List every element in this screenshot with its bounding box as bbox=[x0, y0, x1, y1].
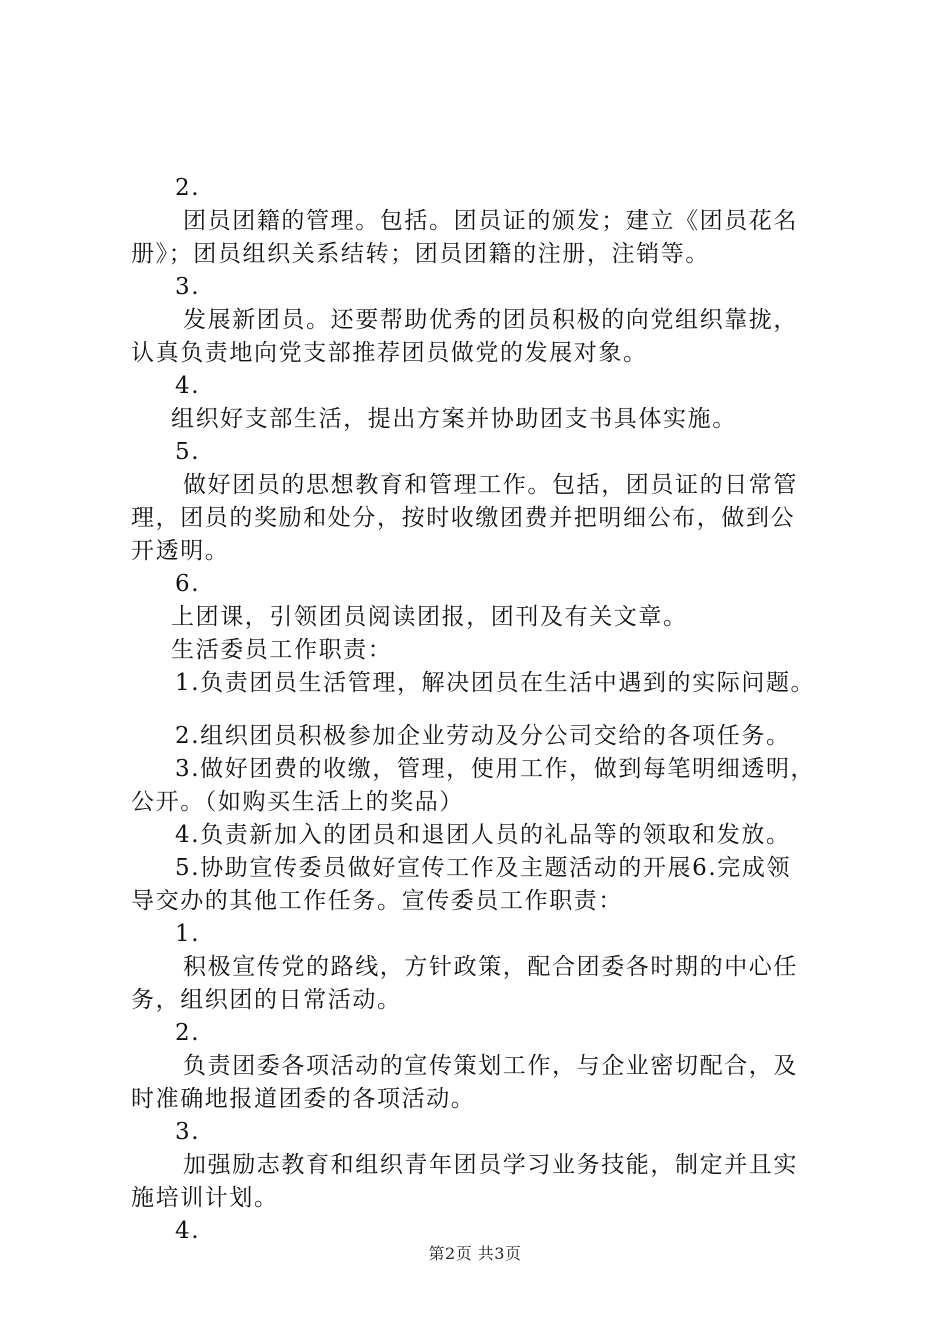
text-line: 务，组织团的日常活动。 bbox=[131, 987, 402, 1013]
paragraph-gap bbox=[131, 700, 841, 720]
text-line: 1.负责团员生活管理，解决团员在生活中遇到的实际问题。 bbox=[175, 670, 816, 696]
text-line: 1. bbox=[175, 921, 201, 947]
text-line: 3. bbox=[175, 274, 201, 300]
text-line: 组织好支部生活，提出方案并协助团支书具体实施。 bbox=[171, 406, 737, 432]
text-line: 时准确地报道团委的各项活动。 bbox=[131, 1086, 476, 1112]
text-line: 2. bbox=[175, 1020, 201, 1046]
text-line: 理，团员的奖励和处分，按时收缴团费并把明细公布，做到公 bbox=[131, 505, 796, 531]
text-line: 团员团籍的管理。包括。团员证的颁发；建立《团员花名 bbox=[183, 208, 798, 234]
text-line: 2. bbox=[175, 175, 201, 201]
text-line: 导交办的其他工作任务。宣传委员工作职责： bbox=[131, 888, 623, 914]
text-line: 3. bbox=[175, 1119, 201, 1145]
text-line: 生活委员工作职责： bbox=[171, 637, 393, 663]
text-line: 认真负责地向党支部推荐团员做党的发展对象。 bbox=[131, 340, 648, 366]
text-line: 公开。（如购买生活上的奖品） bbox=[131, 789, 464, 815]
text-line: 加强励志教育和组织青年团员学习业务技能，制定并且实 bbox=[183, 1152, 798, 1178]
text-line: 5.协助宣传委员做好宣传工作及主题活动的开展6.完成领 bbox=[175, 855, 792, 881]
text-line: 4.负责新加入的团员和退团人员的礼品等的领取和发放。 bbox=[175, 822, 791, 848]
text-line: 施培训计划。 bbox=[131, 1185, 279, 1211]
text-line: 5. bbox=[175, 439, 201, 465]
text-line: 册》；团员组织关系结转；团员团籍的注册，注销等。 bbox=[131, 241, 710, 267]
text-line: 积极宣传党的路线，方针政策，配合团委各时期的中心任 bbox=[183, 954, 798, 980]
text-line: 发展新团员。还要帮助优秀的团员积极的向党组织靠拢， bbox=[183, 307, 798, 333]
text-line: 3.做好团费的收缴，管理，使用工作，做到每笔明细透明， bbox=[175, 756, 816, 782]
text-line: 上团课，引领团员阅读团报，团刊及有关文章。 bbox=[171, 604, 688, 630]
document-body bbox=[131, 172, 841, 1248]
text-line: 4. bbox=[175, 1218, 201, 1244]
text-line: 做好团员的思想教育和管理工作。包括，团员证的日常管 bbox=[183, 472, 798, 498]
text-line: 负责团委各项活动的宣传策划工作，与企业密切配合，及 bbox=[183, 1053, 798, 1079]
text-line: 开透明。 bbox=[131, 538, 230, 564]
text-line: 4. bbox=[175, 373, 201, 399]
page-number: 第2页 共3页 bbox=[428, 1244, 522, 1263]
text-line: 6. bbox=[175, 571, 201, 597]
text-line: 2.组织团员积极参加企业劳动及分公司交给的各项任务。 bbox=[175, 723, 791, 749]
